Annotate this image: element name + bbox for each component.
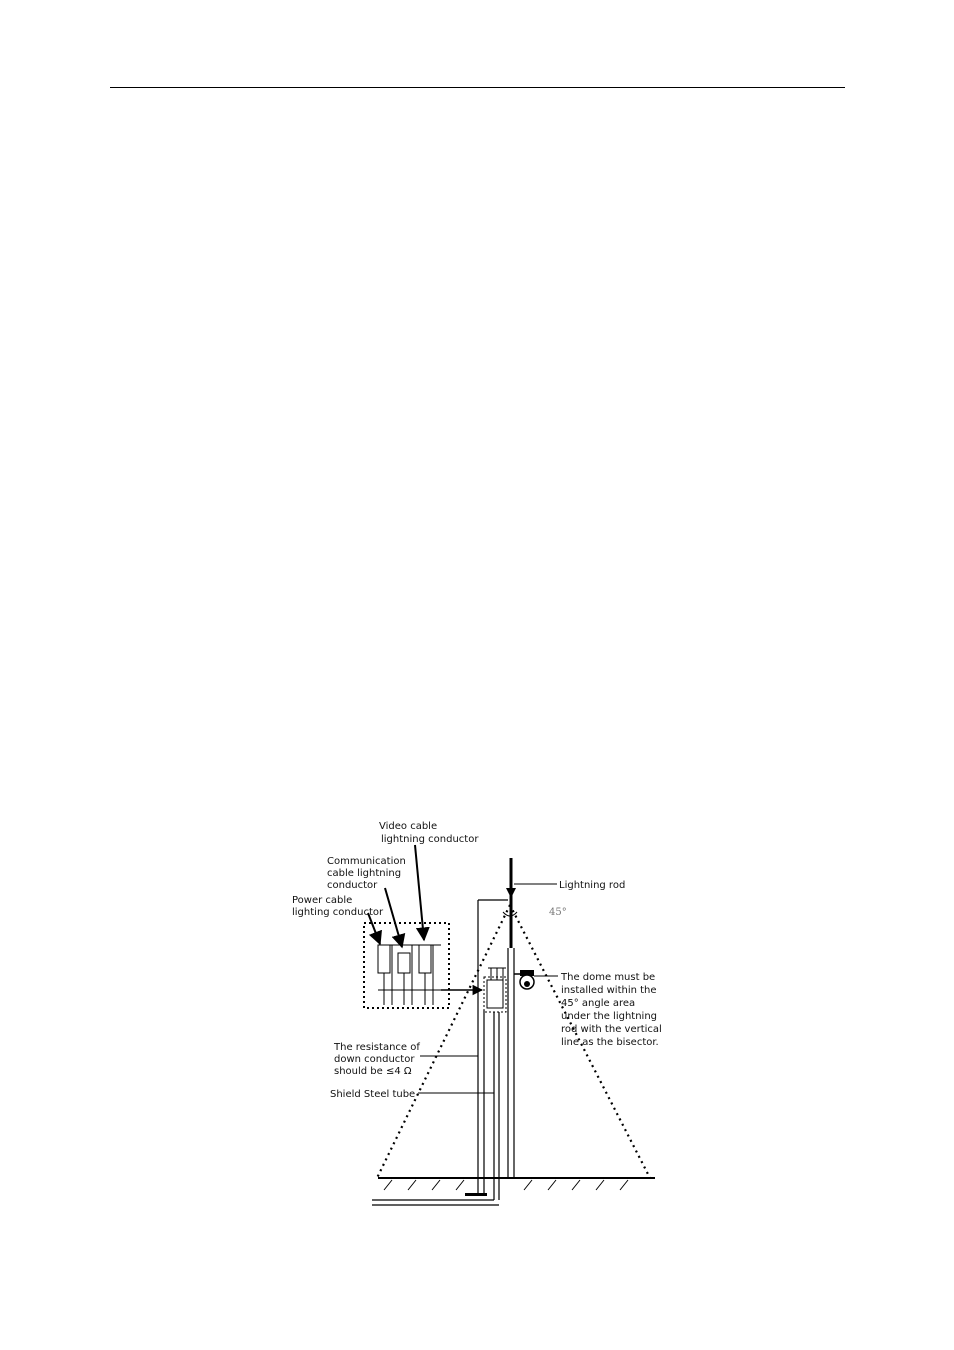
video-cable-label-2: lightning conductor bbox=[381, 834, 479, 845]
mounting-pole bbox=[508, 948, 514, 1178]
shield-steel-tube bbox=[372, 1012, 499, 1205]
comm-cable-label-2: cable lightning bbox=[327, 868, 402, 879]
power-cable-label-1: Power cable bbox=[292, 895, 353, 906]
resistance-note-2: down conductor bbox=[334, 1054, 415, 1065]
video-cable-label-1: Video cable bbox=[379, 821, 438, 832]
dome-note-3: 45° angle area bbox=[561, 998, 636, 1009]
angle-label: 45° bbox=[549, 907, 567, 918]
resistance-note-1: The resistance of bbox=[334, 1042, 420, 1053]
dome-note-2: installed within the bbox=[561, 985, 657, 996]
dome-camera bbox=[514, 970, 534, 989]
lightning-rod-tip-arrow bbox=[506, 888, 516, 898]
dome-note-5: rod with the vertical bbox=[561, 1024, 662, 1035]
ground bbox=[378, 1178, 655, 1190]
leader-lines bbox=[418, 884, 558, 1093]
dome-note-4: under the lightning bbox=[561, 1011, 658, 1022]
ground-electrode bbox=[465, 1193, 487, 1196]
dome-note-1: The dome must be bbox=[561, 972, 656, 983]
down-conductor bbox=[478, 900, 508, 1195]
lightning-rod-label: Lightning rod bbox=[559, 880, 626, 891]
resistance-note-3: should be ≤4 Ω bbox=[334, 1066, 412, 1077]
dome-note-6: line as the bisector. bbox=[561, 1037, 659, 1048]
power-cable-label-2: lighting conductor bbox=[292, 907, 384, 918]
comm-cable-label-3: conductor bbox=[327, 880, 378, 891]
comm-cable-label-1: Communication bbox=[327, 856, 406, 867]
junction-box bbox=[484, 968, 506, 1012]
shield-tube-label: Shield Steel tube bbox=[330, 1089, 416, 1100]
